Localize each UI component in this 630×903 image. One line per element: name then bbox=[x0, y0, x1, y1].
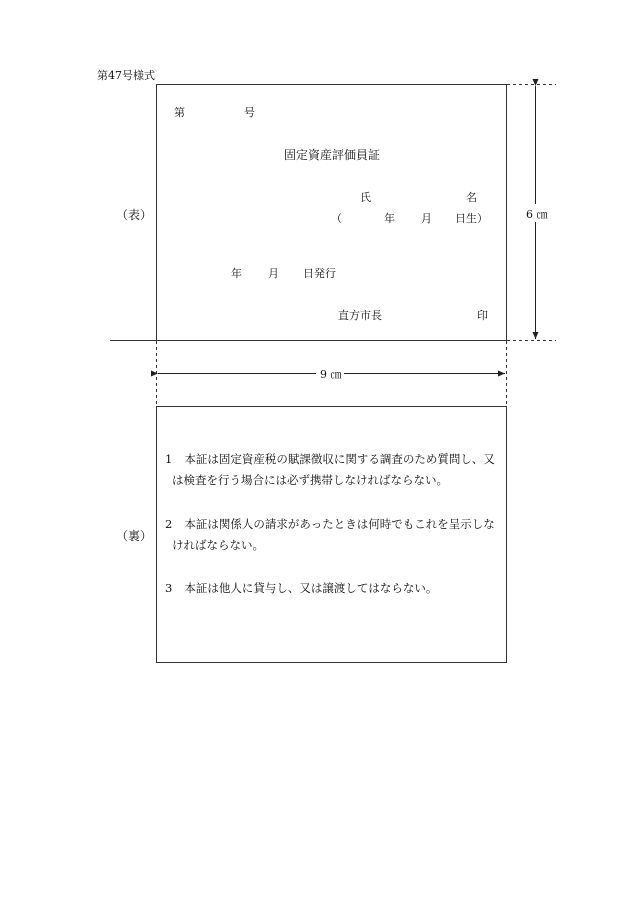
note-item bbox=[165, 449, 495, 491]
issue-day: 日発行 bbox=[303, 267, 336, 280]
issue-month: 月 bbox=[268, 267, 279, 280]
back-side-label: （裏） bbox=[116, 529, 153, 543]
note-number: 2 bbox=[165, 517, 173, 531]
note-text-line1: 本証は固定資産税の賦課徴収に関する調査のため質問し、又 bbox=[184, 452, 495, 466]
note-text-line1: 本証は関係人の請求があったときは何時でもこれを呈示しな bbox=[184, 517, 495, 531]
issuer: 直方市長 bbox=[338, 309, 382, 322]
birth-open-paren: （ bbox=[331, 212, 342, 225]
issue-year: 年 bbox=[231, 267, 242, 280]
note-number: 1 bbox=[165, 452, 173, 466]
height-label: 6 ㎝ bbox=[526, 208, 548, 221]
number-prefix: 第 bbox=[174, 106, 185, 119]
note-text-line1: 本証は他人に貸与し、又は譲渡してはならない。 bbox=[184, 581, 438, 595]
form-number: 第47号様式 bbox=[97, 69, 155, 82]
seal-mark: 印 bbox=[477, 309, 488, 322]
note-item bbox=[165, 514, 495, 556]
width-label: 9 ㎝ bbox=[320, 368, 342, 381]
note-text-line2: は検査を行う場合には必ず携帯しなければならない。 bbox=[172, 473, 448, 487]
number-suffix: 号 bbox=[244, 106, 255, 119]
name-label-1: 氏 bbox=[360, 191, 371, 204]
birth-month: 月 bbox=[421, 212, 432, 225]
card-title: 固定資産評価員証 bbox=[284, 148, 381, 162]
note-number: 3 bbox=[165, 581, 173, 595]
front-side-label: （表） bbox=[116, 208, 153, 222]
note-text-line2: ければならない。 bbox=[172, 538, 264, 552]
name-label-2: 名 bbox=[466, 191, 477, 204]
note-item bbox=[165, 578, 437, 599]
birth-year: 年 bbox=[384, 212, 395, 225]
birth-day: 日生） bbox=[455, 212, 488, 225]
